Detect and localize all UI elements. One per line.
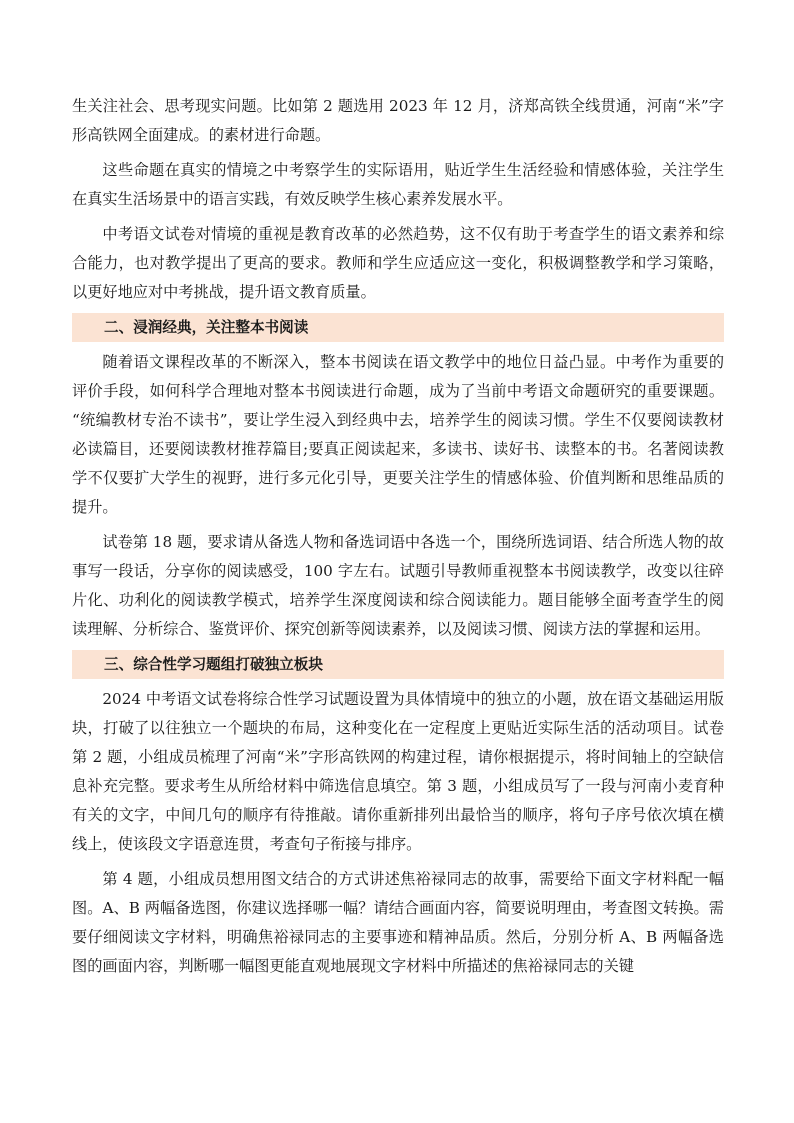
paragraph: 第 4 题，小组成员想用图文结合的方式讲述焦裕禄同志的故事，需要给下面文字材料配一幅图。A、B 两幅备选图，你建议选择哪一幅？请结合画面内容，简要说明理由，考查图文转换。需要仔细阅读文字材料，明确焦裕禄同志的主要事迹和精神品质。然后，分别分析 A、B 两幅备选图的画面内容，判断哪一幅图更能直观地展现文字材料中所描述的焦裕禄同志的关键	[72, 870, 724, 975]
paragraph: 试卷第 18 题，要求请从备选人物和备选词语中各选一个，围绕所选词语、结合所选人物的故事写一段话，分享你的阅读感受，100 字左右。试题引导教师重视整本书阅读教学，改变以往碎片化、功利化的阅读教学模式，培养学生深度阅读和综合阅读能力。题目能够全面考查学生的阅读理解、分析综合、鉴赏评价、探究创新等阅读素养，以及阅读习惯、阅读方法的掌握和运用。	[72, 533, 724, 638]
paragraph: 这些命题在真实的情境之中考察学生的实际语用，贴近学生生活经验和情感体验，关注学生在真实生活场景中的语言实践，有效反映学生核心素养发展水平。	[72, 161, 724, 208]
section-heading: 三、综合性学习题组打破独立板块	[72, 650, 724, 679]
paragraph: 生关注社会、思考现实问题。比如第 2 题选用 2023 年 12 月，济郑高铁全线贯通，河南“米”字形高铁网全面建成。的素材进行命题。	[72, 97, 724, 144]
paragraph: 2024 中考语文试卷将综合性学习试题设置为具体情境中的独立的小题，放在语文基础运用版块，打破了以往独立一个题块的布局，这种变化在一定程度上更贴近实际生活的活动项目。试卷第 2 题，小组成员梳理了河南“米”字形高铁网的构建过程，请你根据提示，将时间轴上的空缺信息补充完整。要求考生从所给材料中筛选信息填空。第 3 题，小组成员写了一段与河南小麦育种有关的文字，中间几句的顺序有待推敲。请你重新排列出最恰当的顺序，将句子序号依次填在横线上，使该段文字语意连贯，考查句子衔接与排序。	[72, 690, 724, 853]
section-heading: 二、浸润经典，关注整本书阅读	[72, 313, 724, 342]
document-body	[72, 92, 724, 987]
paragraph: 随着语文课程改革的不断深入，整本书阅读在语文教学中的地位日益凸显。中考作为重要的评价手段，如何科学合理地对整本书阅读进行命题，成为了当前中考语文命题研究的重要课题。 “统编教材专治不读书”，要让学生浸入到经典中去，培养学生的阅读习惯。学生不仅要阅读教材必读篇目，还要阅读教材推荐篇目;要真正阅读起来，多读书、读好书、读整本的书。名著阅读教学不仅要扩大学生的视野，进行多元化引导，更要关注学生的情感体验、价值判断和思维品质的提升。	[72, 353, 724, 516]
paragraph: 中考语文试卷对情境的重视是教育改革的必然趋势，这不仅有助于考查学生的语文素养和综合能力，也对教学提出了更高的要求。教师和学生应适应这一变化，积极调整教学和学习策略，以更好地应对中考挑战，提升语文教育质量。	[72, 225, 724, 301]
